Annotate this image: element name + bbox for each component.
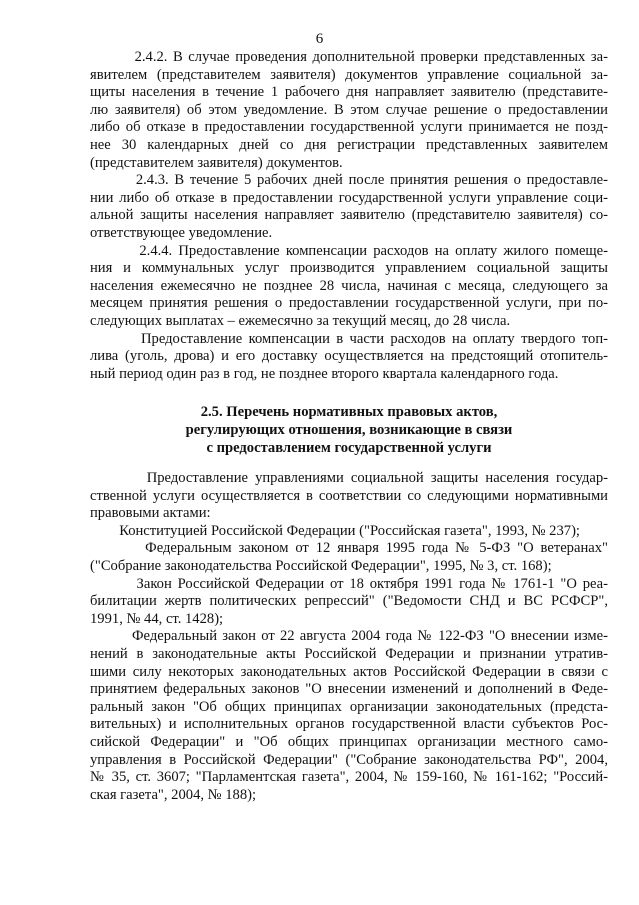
section-2-5-heading xyxy=(90,403,608,457)
paragraph-line: ская газета", 2004, № 188); xyxy=(90,786,257,803)
paragraph-line: Федеральным законом от 12 января 1995 года № 5-ФЗ "О ветеранах" xyxy=(90,540,608,557)
paragraph-line: ственной услуги осуществляется в соответствии со следующими нормативными xyxy=(90,487,608,504)
heading-line: с предоставлением государственной услуги xyxy=(206,440,492,456)
section-2-4-body xyxy=(90,49,608,383)
heading-line: регулирующих отношения, возникающие в связи xyxy=(185,422,513,438)
paragraph-line: управления в Российской Федерации" ("Собрание законодательства РФ", 2004, xyxy=(90,751,608,768)
paragraph-line: билитации жертв политических репрессий" ("Ведомости СНД и ВС РСФСР", xyxy=(90,593,608,610)
paragraph-line: 1991, № 44, ст. 1428); xyxy=(90,610,224,627)
paragraph-line: Федеральный закон от 22 августа 2004 года № 122-ФЗ "О внесении изме- xyxy=(90,628,608,645)
paragraph-line: ный период один раз в год, не позднее второго квартала календарного года. xyxy=(90,365,559,382)
paragraph-line: Конституцией Российской Федерации ("Российская газета", 1993, № 237); xyxy=(90,522,580,539)
paragraph-line: нии либо об отказе в предоставлении государственной услуги управление соци- xyxy=(90,189,608,206)
paragraph-line: нений в законодательные акты Российской Федерации и признании утратив- xyxy=(90,645,608,662)
paragraph-line: ответствующее уведомление. xyxy=(90,224,273,241)
paragraph-line: сийской Федерации" и "Об общих принципах организации местного само- xyxy=(90,733,608,750)
paragraph-line: либо об отказе в предоставлении государственной услуги принимается не позд- xyxy=(90,119,608,136)
paragraph-line: правовыми актами: xyxy=(90,505,211,522)
paragraph-line: (представителем заявителя) документов. xyxy=(90,154,343,171)
paragraph-line: щиты населения в течение 1 рабочего дня направляет заявителю (представите- xyxy=(90,84,608,101)
paragraph-line: лива (уголь, дрова) и его доставку осуществляется на предстоящий отопитель- xyxy=(90,348,608,365)
paragraph-line: населения ежемесячно не позднее 28 числа, начиная с месяца, следующего за xyxy=(90,277,608,294)
paragraph-line: следующих выплатах – ежемесячно за текущий месяц, до 28 числа. xyxy=(90,312,511,329)
paragraph-line: ральный закон "Об общих принципах организации законодательных (предста- xyxy=(90,698,608,715)
paragraph-line: Предоставление управлениями социальной защиты населения государ- xyxy=(90,470,608,486)
paragraph-line: Предоставление компенсации в части расходов на оплату твердого топ- xyxy=(90,330,608,347)
paragraph-line: явителем (представителем заявителя) документов управление социальной за- xyxy=(90,66,608,83)
paragraph-line: шими силу некоторых законодательных актов Российской Федерации в связи с xyxy=(90,663,608,680)
paragraph-line: нее 30 календарных дней со дня регистрации представленных заявителем xyxy=(90,136,608,153)
page-number: 6 xyxy=(315,31,324,47)
paragraph-line: 2.4.3. В течение 5 рабочих дней после принятия решения о предоставле- xyxy=(90,172,608,189)
paragraph-line: принятием федеральных законов "О внесении изменений и дополнений в Феде- xyxy=(90,681,608,698)
paragraph-line: альной защиты населения направляет заявителю (представителю заявителя) со- xyxy=(90,207,608,224)
paragraph-line: 2.4.4. Предоставление компенсации расходов на оплату жилого помеще- xyxy=(90,242,608,259)
paragraph-line: ния и коммунальных услуг производится управлением социальной защиты xyxy=(90,260,608,277)
paragraph-line: вительных) и исполнительных органов государственной власти субъектов Рос- xyxy=(90,716,608,733)
paragraph-line: месяцем принятия решения о предоставлении государственной услуги, при по- xyxy=(90,295,608,312)
paragraph-line: № 35, ст. 3607; "Парламентская газета", 2004, № 159-160, № 161-162; "Россий- xyxy=(90,769,608,786)
paragraph-line: Закон Российской Федерации от 18 октября 1991 года № 1761-1 "О реа- xyxy=(90,575,608,592)
paragraph-line: ("Собрание законодательства Российской Федерации", 1995, № 3, ст. 168); xyxy=(90,557,552,574)
paragraph-line: 2.4.2. В случае проведения дополнительной проверки представленных за- xyxy=(90,49,608,65)
heading-line: 2.5. Перечень нормативных правовых актов, xyxy=(200,404,498,420)
paragraph-line: лю заявителя) об этом уведомление. В этом случае решение о предоставлении xyxy=(90,101,608,118)
section-2-5-body xyxy=(90,470,608,804)
